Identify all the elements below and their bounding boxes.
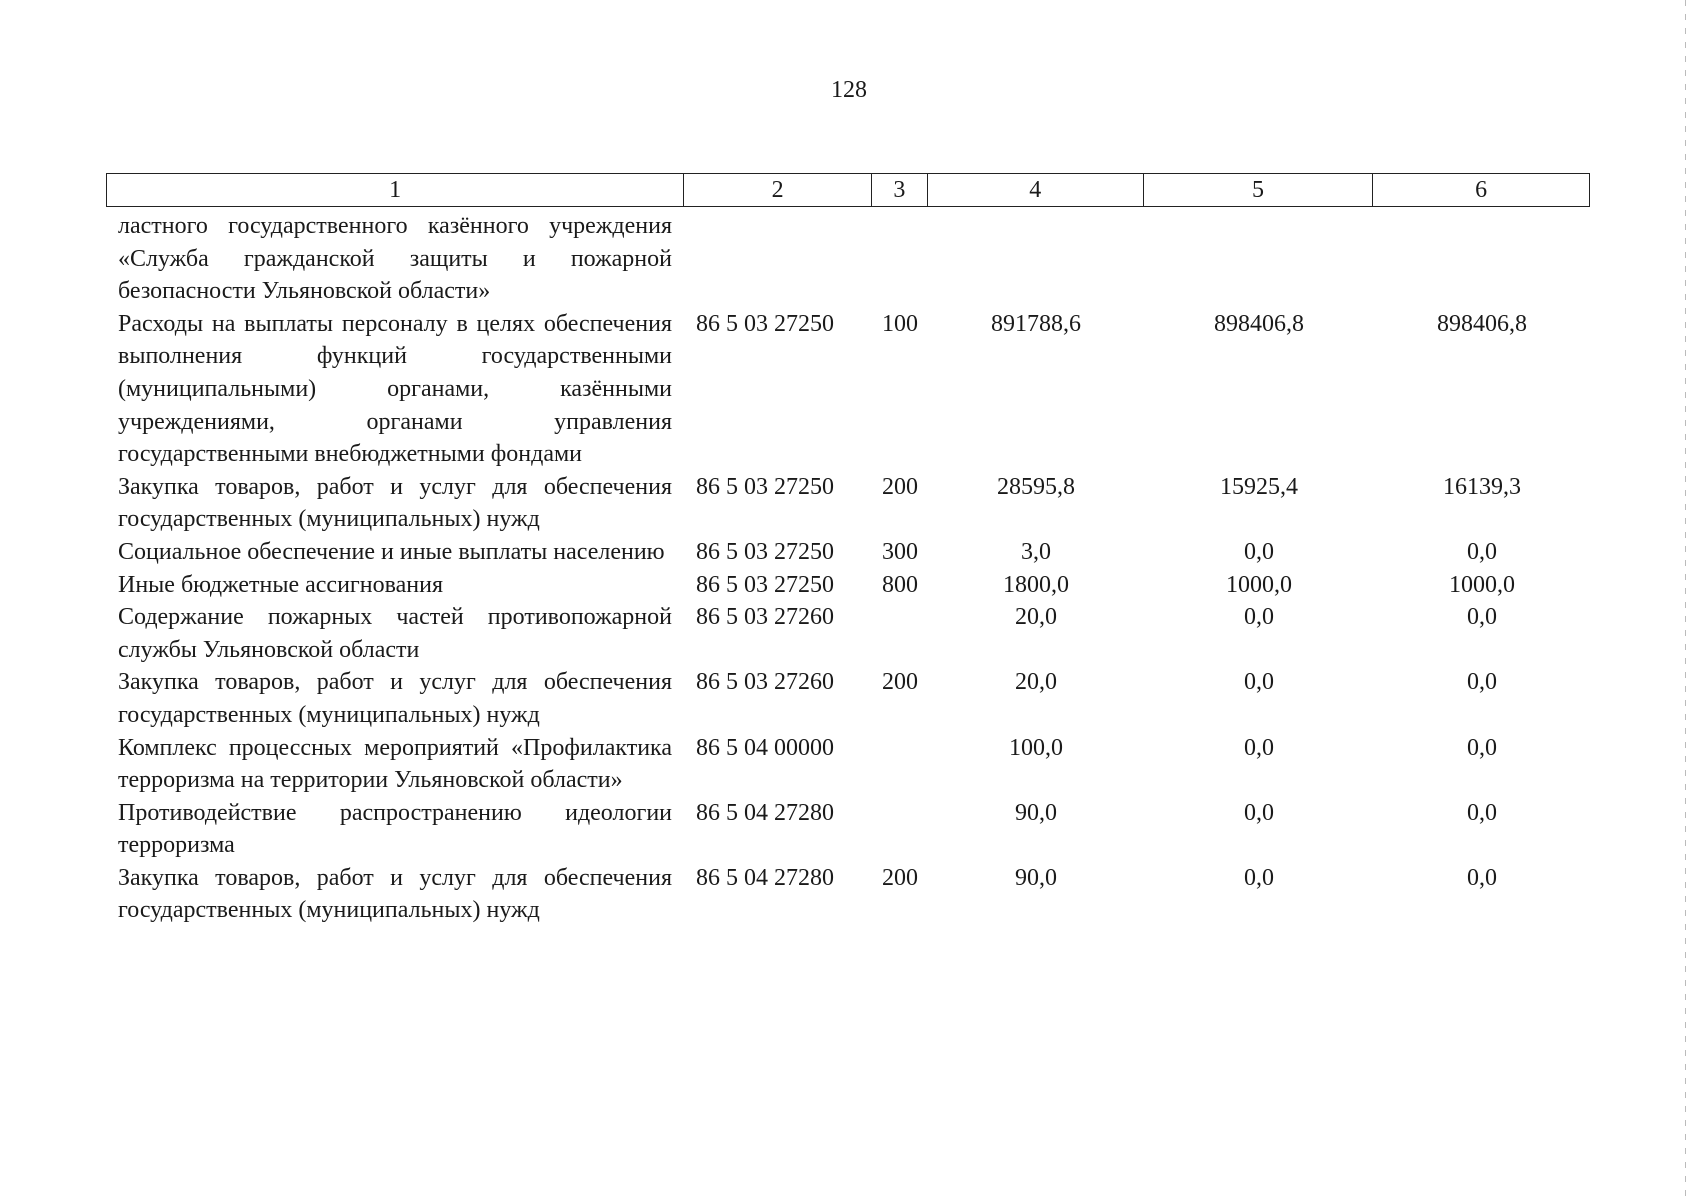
row-expense-type: 200	[882, 669, 918, 696]
table-row	[106, 732, 1590, 797]
row-value-col4: 20,0	[1015, 604, 1057, 631]
row-expense-type	[872, 732, 928, 797]
row-expense-type: 100	[882, 310, 918, 337]
row-code: 86 5 04 00000	[696, 734, 834, 761]
row-value-col4: 90,0	[1015, 864, 1057, 891]
row-description: Закупка товаров, работ и услуг для обеспечения государственных (муниципальных) нужд	[118, 473, 672, 533]
row-description: Закупка товаров, работ и услуг для обеспечения государственных (муниципальных) нужд	[118, 864, 672, 924]
table-row	[106, 210, 1590, 308]
row-code: 86 5 03 27250	[696, 310, 834, 337]
row-code: 86 5 03 27250	[696, 473, 834, 500]
row-value-col5: 0,0	[1244, 799, 1274, 826]
row-description: Комплекс процессных мероприятий «Профилактика терроризма на территории Ульяновской области»	[118, 734, 672, 794]
row-value-col6: 0,0	[1467, 604, 1497, 631]
row-value-col4: 20,0	[1015, 669, 1057, 696]
table-header-row	[106, 173, 1590, 207]
row-value-col5	[1144, 210, 1374, 308]
row-value-col4	[928, 210, 1144, 308]
column-header-3: 3	[872, 174, 928, 206]
row-value-col6: 1000,0	[1449, 571, 1515, 598]
page-number: 128	[831, 77, 867, 103]
row-value-col6: 0,0	[1467, 734, 1497, 761]
table-row	[106, 569, 1590, 602]
table-row	[106, 536, 1590, 569]
row-code: 86 5 03 27260	[696, 604, 834, 631]
table-body	[106, 210, 1590, 927]
column-header-1: 1	[107, 174, 684, 206]
row-value-col5: 0,0	[1244, 604, 1274, 631]
table-row	[106, 862, 1590, 927]
row-code: 86 5 04 27280	[696, 864, 834, 891]
row-expense-type: 800	[882, 571, 918, 598]
row-expense-type	[872, 797, 928, 862]
row-description: Социальное обеспечение и иные выплаты населению	[118, 538, 665, 565]
table-row	[106, 471, 1590, 536]
row-description: Закупка товаров, работ и услуг для обеспечения государственных (муниципальных) нужд	[118, 669, 672, 728]
row-expense-type: 200	[882, 473, 918, 500]
row-description: ластного государственного казённого учреждения «Служба гражданской защиты и пожарной безопасности Ульяновской области»	[118, 213, 672, 305]
row-expense-type: 300	[882, 538, 918, 565]
row-value-col5: 0,0	[1244, 734, 1274, 761]
row-description: Иные бюджетные ассигнования	[118, 571, 443, 598]
row-value-col5: 1000,0	[1226, 571, 1292, 598]
column-header-6: 6	[1475, 177, 1488, 203]
row-value-col4: 90,0	[1015, 799, 1057, 826]
row-value-col6: 0,0	[1467, 669, 1497, 696]
row-description: Противодействие распространению идеологии терроризма	[118, 799, 672, 859]
row-expense-type	[872, 601, 928, 666]
row-value-col6	[1374, 210, 1590, 308]
row-value-col4: 28595,8	[997, 473, 1075, 500]
row-value-col5: 0,0	[1244, 669, 1274, 696]
row-value-col6: 0,0	[1467, 799, 1497, 826]
row-value-col4: 891788,6	[991, 310, 1081, 337]
row-code: 86 5 03 27260	[696, 669, 834, 696]
scan-edge-line	[1685, 0, 1686, 1200]
row-value-col4: 3,0	[1021, 538, 1051, 565]
row-code: 86 5 03 27250	[696, 538, 834, 565]
column-header-4: 4	[928, 174, 1144, 206]
row-expense-type	[872, 210, 928, 308]
row-value-col4: 100,0	[1009, 734, 1063, 761]
row-code: 86 5 03 27250	[696, 571, 834, 598]
row-value-col5: 898406,8	[1214, 310, 1304, 337]
row-code	[684, 210, 872, 308]
table-row	[106, 308, 1590, 471]
column-header-2: 2	[684, 174, 872, 206]
row-expense-type: 200	[882, 864, 918, 891]
column-header-5: 5	[1144, 174, 1374, 206]
row-value-col4: 1800,0	[1003, 571, 1069, 598]
table-row	[106, 666, 1590, 731]
row-value-col5: 0,0	[1244, 538, 1274, 565]
row-value-col6: 0,0	[1467, 864, 1497, 891]
row-value-col5: 0,0	[1244, 864, 1274, 891]
table-row	[106, 797, 1590, 862]
table-row	[106, 601, 1590, 666]
row-value-col6: 0,0	[1467, 538, 1497, 565]
row-code: 86 5 04 27280	[696, 799, 834, 826]
row-value-col5: 15925,4	[1220, 473, 1298, 500]
row-value-col6: 16139,3	[1443, 473, 1521, 500]
row-description: Расходы на выплаты персоналу в целях обеспечения выполнения функций государственными (муниципальными) органами, казёнными учреждениями, органами управления государственными внебюджетными фондами	[118, 310, 672, 468]
row-value-col6: 898406,8	[1437, 310, 1527, 337]
row-description: Содержание пожарных частей противопожарной службы Ульяновской области	[118, 604, 672, 663]
